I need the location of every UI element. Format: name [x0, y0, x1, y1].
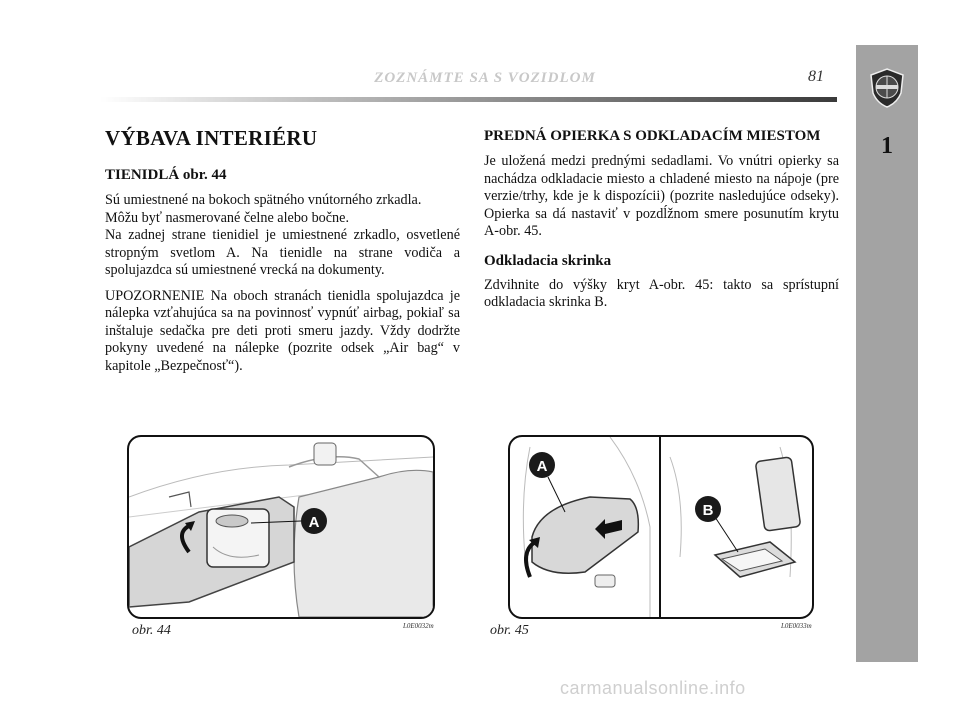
- figure-45: [508, 435, 814, 619]
- page-number: 81: [808, 68, 824, 85]
- armrest-heading: PREDNÁ OPIERKA S ODKLADACÍM MIESTOM: [484, 128, 821, 144]
- section-title: VÝBAVA INTERIÉRU: [105, 126, 318, 150]
- figure-44-caption: obr. 44: [132, 623, 171, 638]
- callout-a-fig45: A: [536, 458, 548, 475]
- left-column: [105, 118, 460, 383]
- armrest-text: Je uložená medzi prednými sedadlami. Vo vnútri opierky sa nachádza odkladacie miesto a chladené miesto na nápoje (pre verzie/trhy, kde je k dispozícii) (pozrite nasledujúce odseky). Opierka sa dá nastaviť v pozdĺžnom smere posunutím krytu A-obr. 45.: [484, 153, 839, 239]
- storage-text: Zdvihnite do výšky kryt A-obr. 45: takto sa sprístupní odkladacia skrinka B.: [484, 276, 839, 310]
- running-header: ZOZNÁMTE SA S VOZIDLOM: [374, 70, 596, 86]
- header-rule: [100, 97, 837, 102]
- sun-visors-heading: TIENIDLÁ obr. 44: [105, 167, 227, 183]
- storage-heading: Odkladacia skrinka: [484, 252, 612, 269]
- watermark: carmanualsonline.info: [560, 678, 746, 698]
- figure-44-code: L0E0032m: [403, 622, 434, 630]
- figure-45-code: L0E0033m: [781, 622, 812, 630]
- figure-44: [127, 435, 435, 619]
- right-column: [484, 118, 839, 320]
- warning-text: UPOZORNENIE Na oboch stranách tienidla spolujazdca je nálepka vzťahujúca sa na povinnosť vypnúť airbag, pokiaľ sa inštaluje sedačka pre deti proti smeru jazdy. Vždy dodržte pokyny uvedené na nálepke (pozrite odsek „Air bag“ v kapitole „Bezpečnosť“).: [105, 287, 460, 374]
- callout-b-fig45: B: [702, 502, 714, 519]
- figure-45-caption: obr. 45: [490, 623, 529, 638]
- chapter-number: 1: [881, 133, 893, 159]
- sun-visors-text: Sú umiestnené na bokoch spätného vnútorného zrkadla. Môžu byť nasmerované čelne alebo bočne. Na zadnej strane tienidiel je umiestnené zrkadlo, osvetlené stropným svetlom A. Na tienidle na strane vodiča a spolujazdca sú umiestnené vrecká na dokumenty.: [105, 192, 460, 278]
- sun-visor-illustration: [129, 437, 433, 617]
- armrest-illustration: [510, 437, 812, 617]
- lancia-logo-icon: [867, 67, 907, 109]
- callout-a-fig44: A: [308, 514, 320, 531]
